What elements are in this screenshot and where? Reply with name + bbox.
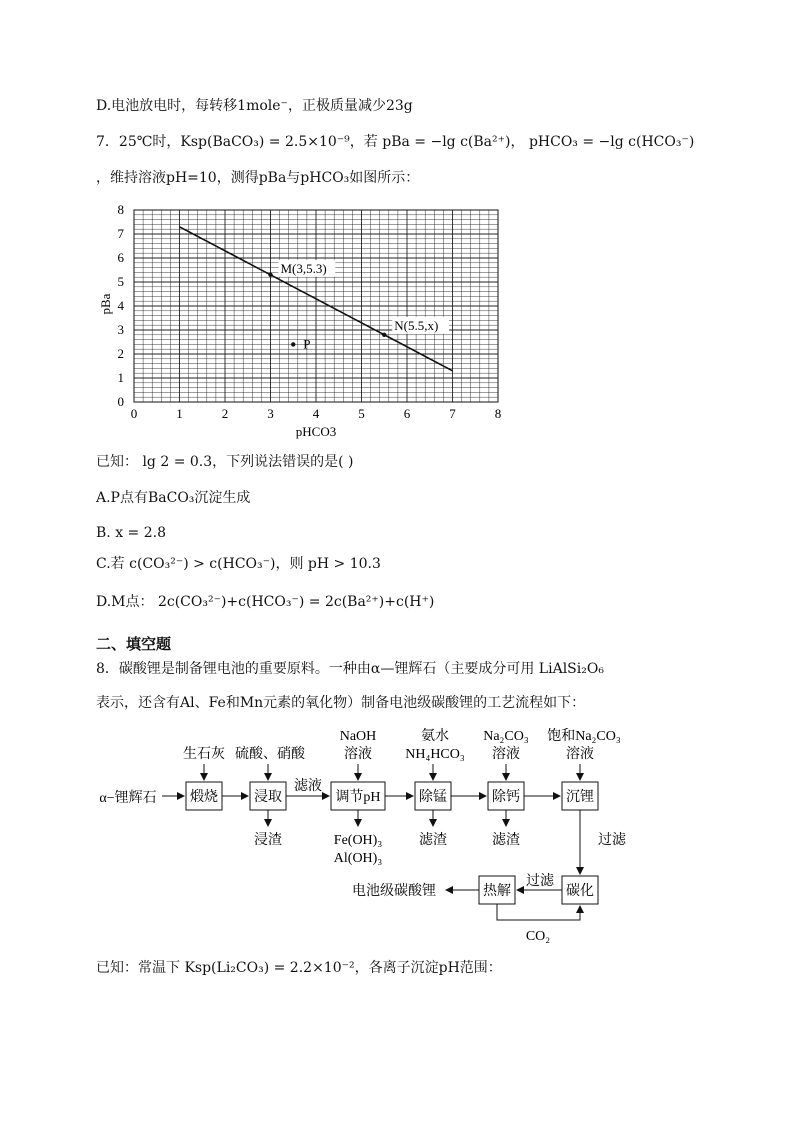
y-tick-label: 4 [117, 298, 124, 313]
residue-feoh3: Fe(OH)₃ [333, 833, 383, 848]
reagent-quicklime: 生石灰 [183, 747, 225, 762]
residue-leach: 浸渣 [254, 833, 282, 848]
point-label: N(5.5,x) [394, 317, 439, 333]
option-c: C.若 c(CO₃²⁻) > c(HCO₃⁻)，则 pH > 10.3 [96, 556, 381, 572]
box-leach-label: 浸取 [254, 790, 282, 805]
flow-product: 电池级碳酸锂 [352, 884, 436, 899]
data-point [291, 342, 295, 346]
box-pyrolysis-label: 热解 [483, 884, 511, 899]
x-tick-label: 1 [176, 406, 183, 421]
data-point [382, 333, 386, 337]
residue-mn: 滤渣 [419, 833, 447, 848]
known-condition: 已知： lg 2 = 0.3，下列说法错误的是( ) [96, 454, 354, 470]
filter2-label: 过滤 [598, 833, 626, 848]
question-8-line1: 8．碳酸锂是制备锂电池的重要原料。一种由α—锂辉石（主要成分可用 LiAlSi₂O₆ [96, 661, 604, 677]
reagent-na2co3-solution: 溶液 [492, 747, 520, 762]
section-2-heading: 二、填空题 [96, 635, 172, 653]
reagent-naoh-solution: 溶液 [344, 747, 372, 762]
box-remove-mn-label: 除锰 [419, 790, 447, 805]
chart-axes [118, 202, 502, 421]
reagent-nh4hco3: NH₄HCO₃ [405, 747, 465, 762]
residue-aloh3: Al(OH)₃ [333, 851, 383, 866]
chart-grid [134, 210, 498, 402]
option-b: B. x = 2.8 [96, 525, 166, 541]
pba-phco3-chart [96, 198, 516, 446]
reagent-sat-na2co3-solution: 溶液 [566, 747, 594, 762]
filter3-label: 过滤 [526, 874, 554, 889]
point-label: M(3,5.3) [280, 260, 327, 276]
x-tick-label: 8 [494, 406, 502, 421]
reagent-ammonia: 氨水 [421, 729, 449, 744]
filter1-label: 滤液 [294, 779, 322, 794]
y-tick-label: 7 [117, 226, 124, 241]
question-7-line1: 7．25℃时，Ksp(BaCO₃) = 2.5×10⁻⁹，若 pBa = −lg c(Ba²⁺)， pHCO₃ = −lg c(HCO₃⁻) [96, 134, 695, 150]
box-remove-ca-label: 除钙 [492, 790, 520, 805]
point-label: P [303, 336, 311, 352]
data-point [268, 273, 272, 277]
chart-xlabel: pHCO3 [295, 424, 337, 439]
box-adjust-ph-label: 调节pH [335, 790, 381, 805]
y-tick-label: 1 [117, 370, 124, 385]
question-7-line2: ，维持溶液pH=10，测得pBa与pHCO₃如图所示： [96, 170, 420, 186]
y-tick-label: 5 [117, 274, 124, 289]
reagent-acids: 硫酸、硝酸 [235, 747, 305, 762]
option-d: D.M点： 2c(CO₃²⁻)+c(HCO₃⁻) = 2c(Ba²⁺)+c(H⁺) [96, 594, 435, 610]
box-carbonize-label: 碳化 [566, 884, 594, 899]
x-tick-label: 5 [358, 406, 365, 421]
y-tick-label: 0 [117, 394, 124, 409]
y-tick-label: 2 [117, 346, 124, 361]
reagent-sat-na2co3: 饱和Na₂CO₃ [547, 729, 621, 744]
process-flow-diagram [0, 720, 794, 950]
x-tick-label: 3 [267, 406, 274, 421]
reagent-na2co3: Na₂CO₃ [483, 729, 529, 744]
reagent-naoh: NaOH [339, 729, 377, 744]
flow-start: α−锂辉石 [99, 791, 157, 806]
y-tick-label: 8 [117, 202, 124, 217]
co2-label: CO₂ [525, 929, 551, 944]
question-8-known: 已知：常温下 Ksp(Li₂CO₃) = 2.2×10⁻²，各离子沉淀pH范围： [96, 960, 502, 976]
question-8-line2: 表示，还含有Al、Fe和Mn元素的氧化物）制备电池级碳酸锂的工艺流程如下： [96, 695, 586, 711]
x-tick-label: 4 [312, 406, 320, 421]
box-calcine-label: 煅烧 [190, 790, 218, 805]
x-tick-label: 2 [221, 406, 229, 421]
option-a: A.P点有BaCO₃沉淀生成 [96, 490, 251, 506]
box-precipitate-li-label: 沉锂 [566, 790, 594, 805]
x-tick-label: 6 [403, 406, 411, 421]
chart-ylabel: pBa [98, 293, 113, 315]
y-tick-label: 6 [117, 250, 124, 265]
x-tick-label: 7 [449, 406, 456, 421]
y-tick-label: 3 [117, 322, 124, 337]
residue-ca: 滤渣 [492, 833, 520, 848]
x-tick-label: 0 [130, 406, 138, 421]
option-d-prev: D.电池放电时，每转移1mole⁻，正极质量减少23g [96, 98, 413, 114]
